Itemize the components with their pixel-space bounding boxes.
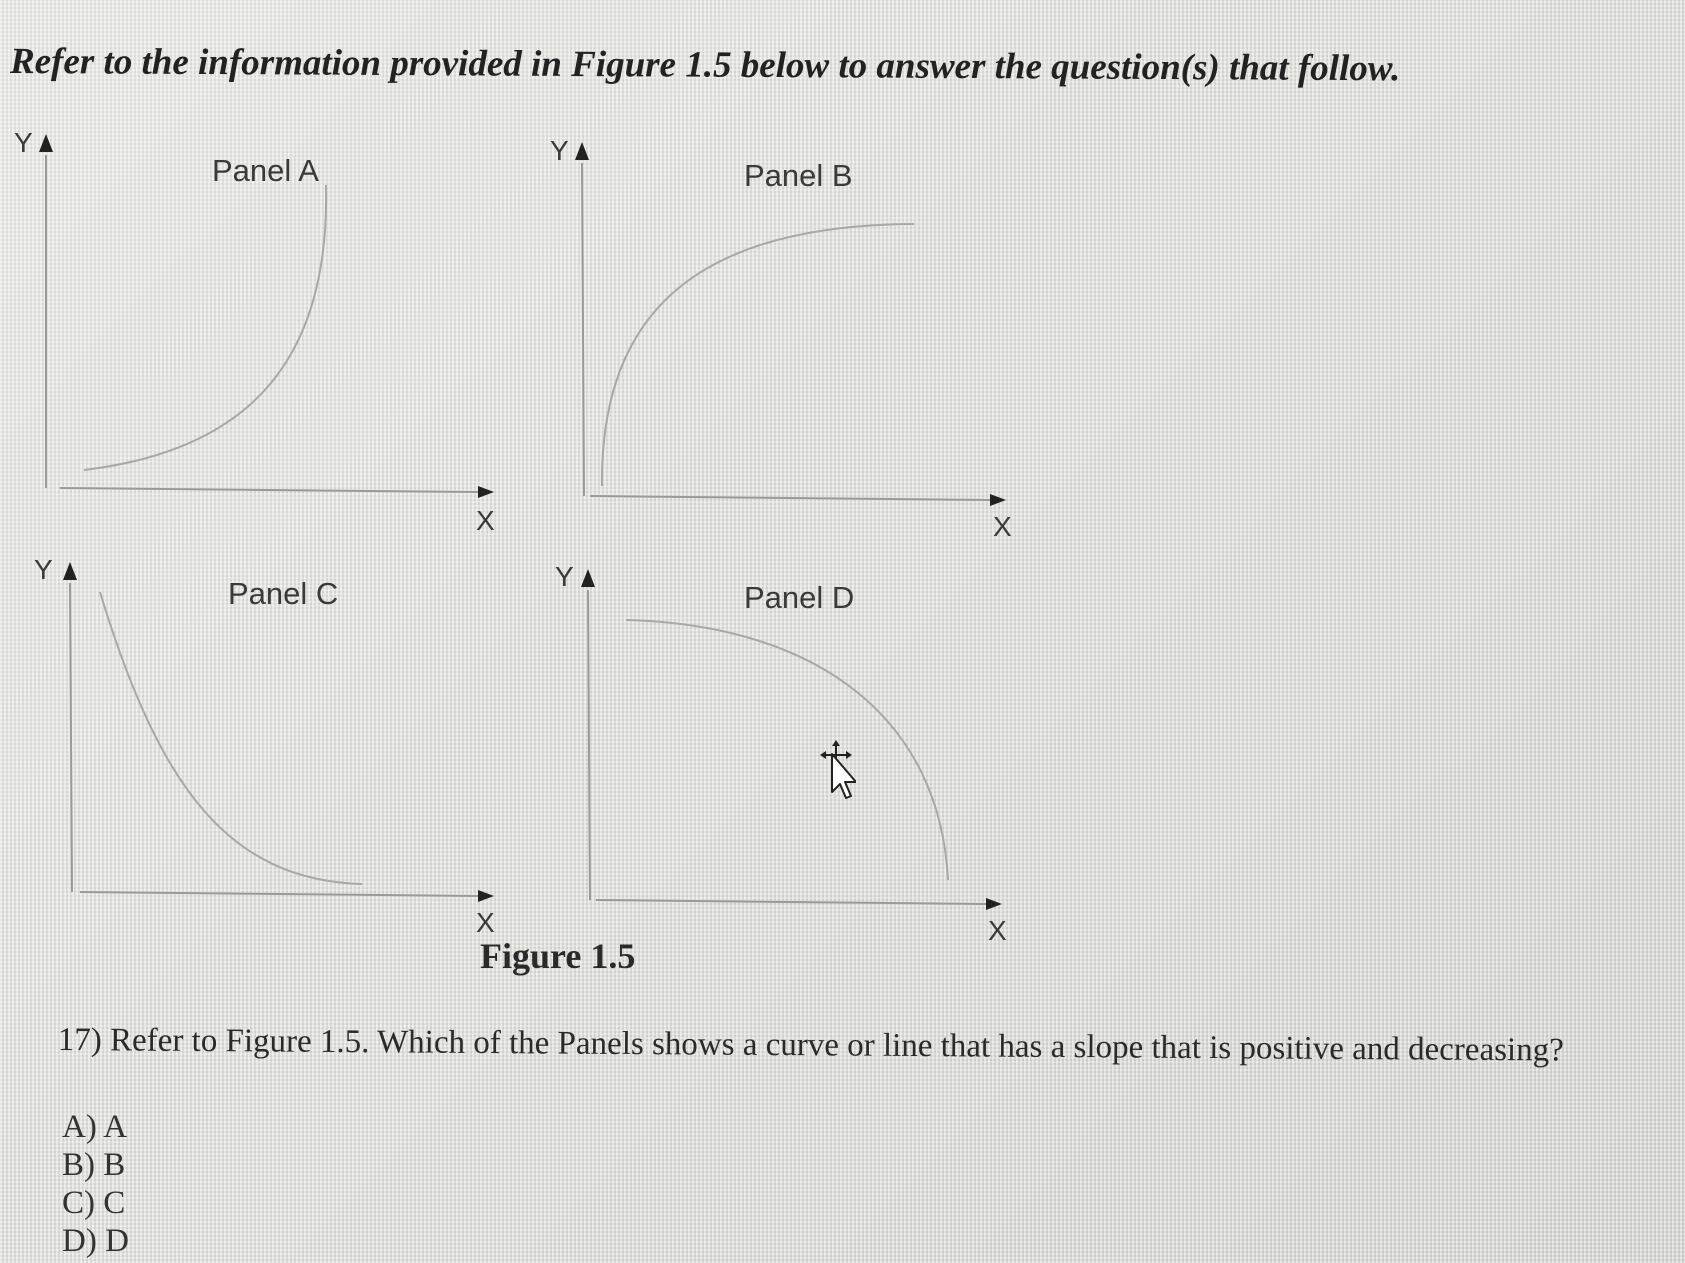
panel-d-y-label: Y (555, 561, 574, 592)
panel-b-y-arrow (575, 142, 589, 160)
panel-b (550, 135, 1012, 542)
answer-choices (62, 1108, 129, 1260)
panel-d-curve (626, 620, 948, 880)
panel-d-label: Panel D (744, 580, 855, 615)
panel-c-x-arrow (478, 890, 494, 902)
panel-b-x-label: X (993, 511, 1012, 542)
panel-b-label: Panel B (744, 158, 853, 193)
panel-a (14, 127, 495, 536)
panel-d-x-arrow (986, 898, 1002, 910)
choice-c[interactable]: C) C (62, 1185, 126, 1221)
panel-d-y-axis (588, 590, 590, 900)
panel-c-y-arrow (63, 562, 77, 580)
figure-caption: Figure 1.5 (480, 936, 636, 976)
panel-a-x-label: X (476, 505, 495, 536)
panel-b-y-axis (582, 163, 584, 496)
panel-c-x-label: X (476, 907, 495, 938)
panel-c-y-label: Y (34, 554, 53, 585)
choice-b[interactable]: B) B (62, 1147, 126, 1183)
panel-b-curve (602, 224, 914, 486)
panel-a-y-arrow (39, 134, 53, 152)
intro-text: Refer to the information provided in Figure 1.5 below to answer the question(s) that follow. (9, 41, 1401, 90)
move-arrow-cursor-icon (816, 740, 856, 810)
panel-c-x-axis (80, 892, 478, 896)
panel-a-label: Panel A (212, 153, 319, 188)
panel-c-label: Panel C (228, 576, 339, 611)
panel-a-curve (84, 185, 326, 470)
panel-b-x-arrow (990, 494, 1006, 506)
panel-b-x-axis (590, 496, 990, 500)
panel-d-y-arrow (581, 569, 595, 587)
panel-c-y-axis (70, 583, 72, 892)
panel-a-x-axis (60, 488, 478, 492)
question-17: 17) Refer to Figure 1.5. Which of the Panels shows a curve or line that has a slope that is positive and decreasing? (57, 1021, 1564, 1069)
panel-d-x-axis (596, 900, 986, 904)
choice-a[interactable]: A) A (62, 1109, 128, 1145)
panel-a-x-arrow (478, 486, 494, 498)
panel-c (34, 554, 495, 938)
panel-d (555, 561, 1007, 946)
panel-c-curve (100, 592, 362, 884)
panel-d-x-label: X (988, 915, 1007, 946)
choice-d[interactable]: D) D (62, 1223, 129, 1259)
panel-b-y-label: Y (550, 135, 569, 166)
panel-a-y-label: Y (14, 127, 33, 158)
